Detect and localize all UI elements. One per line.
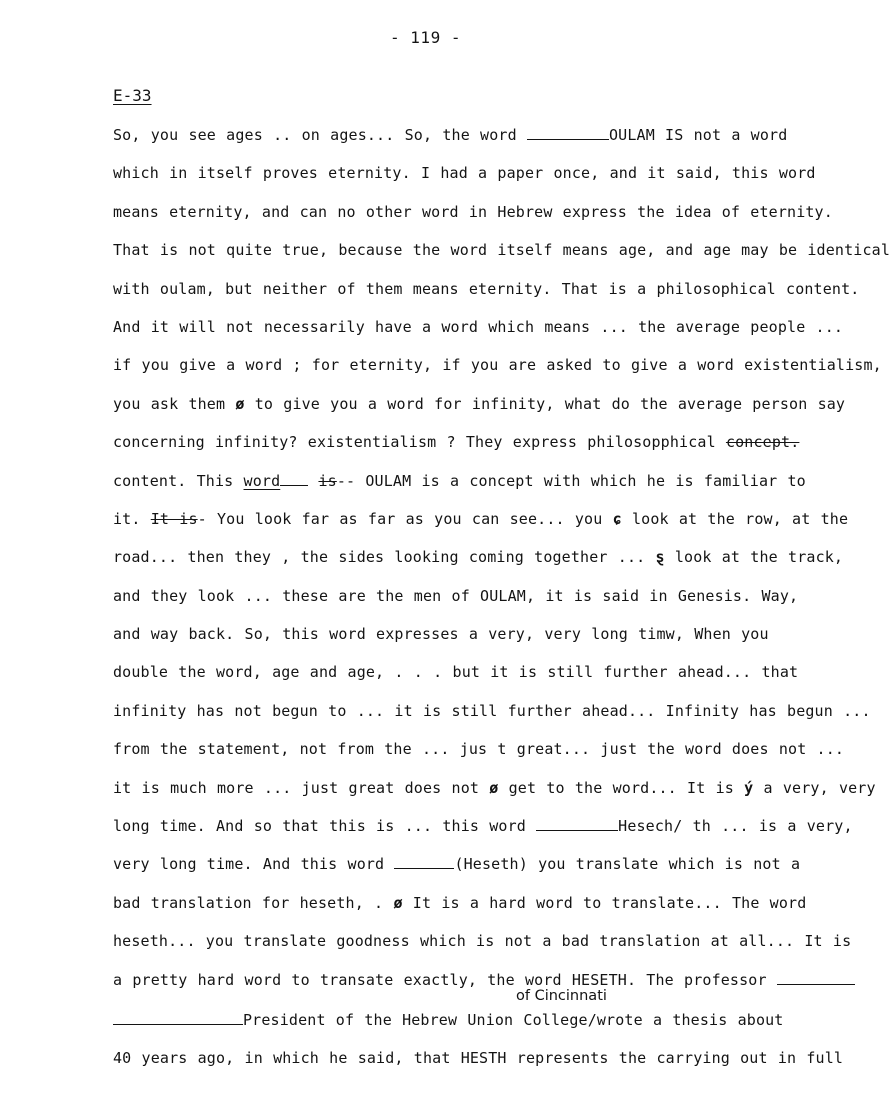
section-identifier: E-33 — [113, 86, 152, 105]
blank-underline — [777, 971, 855, 985]
text-line: concerning infinity? existentialism ? They express philosopphical concept. — [113, 433, 800, 452]
blank-underline — [527, 126, 609, 140]
text-line: and way back. So, this word expresses a very, very long timw, When you — [113, 625, 769, 644]
blank-underline — [536, 817, 618, 831]
interlinear-note: of Cincinnati — [516, 988, 607, 1004]
text-line: heseth... you translate goodness which is not a bad translation at all... It is — [113, 932, 852, 951]
text-line: road... then they , the sides looking coming together ... ȿ look at the track, — [113, 548, 844, 567]
text-line: if you give a word ; for eternity, if you are asked to give a word existentialism, — [113, 356, 882, 375]
text-line: President of the Hebrew Union College/wrote a thesis about — [113, 1009, 823, 1047]
struck-text: It is — [150, 509, 198, 528]
text-line: means eternity, and can no other word in Hebrew express the idea of eternity. — [113, 202, 833, 221]
blank-underline — [280, 472, 308, 486]
handwritten-mark: ý — [744, 778, 754, 797]
text-line: with oulam, but neither of them means eternity. That is a philosophical content. — [113, 279, 860, 298]
text-line: which in itself proves eternity. I had a paper once, and it said, this word — [113, 164, 816, 183]
text-line: long time. And so that this is ... this word Hesech/ th ... is a very, — [113, 817, 853, 836]
text-line: it is much more ... just great does not ø get to the word... It is ý a very, very — [113, 778, 876, 797]
text-line: and they look ... these are the men of OULAM, it is said in Genesis. Way, — [113, 586, 799, 605]
blank-underline — [113, 1011, 243, 1025]
text-line: it. It is- You look far as far as you can see... you ɕ look at the row, at the — [113, 509, 849, 528]
struck-text: is — [318, 471, 337, 490]
underlined-word: word — [243, 471, 281, 490]
text-line: very long time. And this word (Heseth) you translate which is not a — [113, 855, 801, 874]
struck-text: concept. — [725, 433, 800, 452]
transcript-body — [113, 124, 890, 1007]
handwritten-mark: ø — [489, 778, 499, 797]
text-line: content. This word is-- OULAM is a concept with which he is familiar to — [113, 471, 806, 490]
transcript-body-end — [113, 1009, 844, 1086]
text-line: you ask them ø to give you a word for infinity, what do the average person say — [113, 394, 846, 413]
text-line: infinity has not begun to ... it is still further ahead... Infinity has begun ... — [113, 701, 871, 720]
text-line: 40 years ago, in which he said, that HESTH represents the carrying out in full — [113, 1049, 844, 1068]
text-line: So, you see ages .. on ages... So, the word OULAM IS not a word — [113, 126, 788, 144]
handwritten-mark: ɕ — [612, 509, 622, 528]
text-line: a pretty hard word to transate exactly, the word HESETH. The professor — [113, 969, 823, 1007]
handwritten-mark: ø — [235, 394, 245, 413]
text-line: double the word, age and age, . . . but it is still further ahead... that — [113, 663, 799, 682]
text-line: bad translation for heseth, . ø It is a hard word to translate... The word — [113, 893, 807, 912]
text-line: And it will not necessarily have a word which means ... the average people ... — [113, 317, 844, 336]
text-line: from the statement, not from the ... jus t great... just the word does not ... — [113, 740, 845, 759]
blank-underline — [394, 855, 454, 869]
page-number: - 119 - — [390, 28, 461, 47]
handwritten-mark: ȿ — [655, 548, 665, 567]
handwritten-mark: ø — [393, 893, 403, 912]
text-line: That is not quite true, because the word itself means age, and age may be identical — [113, 241, 890, 260]
